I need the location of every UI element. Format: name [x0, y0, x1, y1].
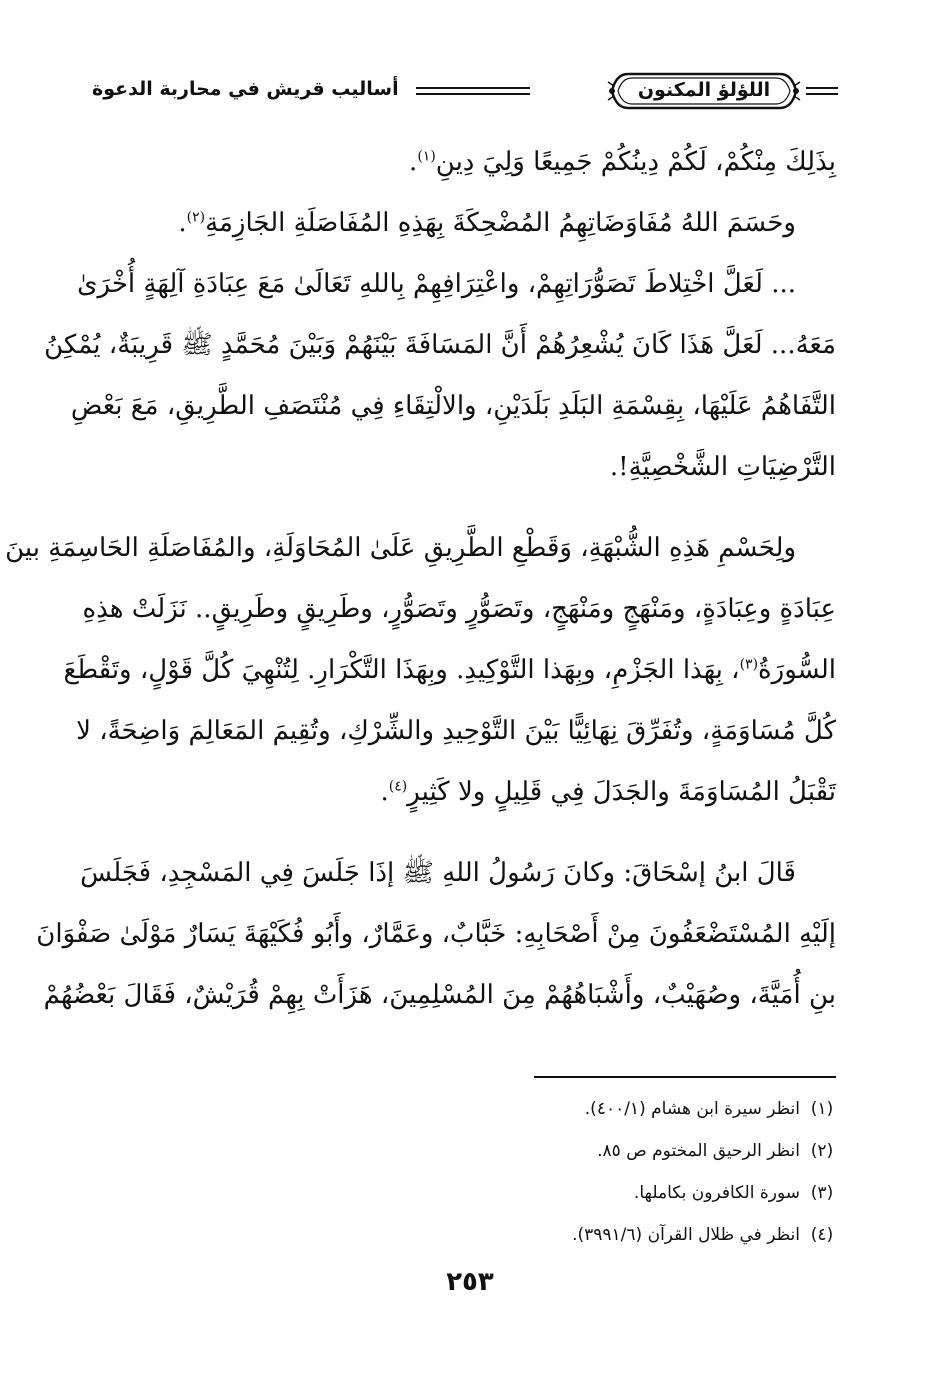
text-span: تَقْبَلُ المُسَاوَمَةَ والجَدَلَ فِي قَلِيلٍ ولا كَثِيرٍ	[407, 777, 836, 807]
text-span: .	[380, 777, 389, 807]
footnote-number: (١)	[810, 1099, 834, 1119]
text-line	[63, 640, 836, 701]
footnote-item	[344, 1172, 844, 1214]
text-span: .	[409, 147, 418, 177]
text-line: التَّرْضِيَاتِ الشَّخْصِيَّةِ!.	[609, 452, 836, 482]
series-title: اللؤلؤ المكنون	[637, 79, 771, 101]
footnote-ref: (٢)	[186, 209, 206, 226]
footnotes	[344, 1088, 844, 1256]
footnote-ref: (١)	[417, 148, 436, 165]
text-span: ، بِهَذا الجَزْمِ، وبِهَذا التَّوْكِيدِ. وبِهَذَا التَّكْرَارِ. لِتُنْهِيَ كُلَّ قَوْلٍ، وتَقْطَعَ	[63, 655, 740, 685]
footnote-number: (٤)	[810, 1225, 834, 1245]
text-line: ولِحَسْمِ هَذِهِ الشُّبْهَةِ، وَقَطْعِ الطَّرِيقِ عَلَىٰ المُحَاوَلَةِ، والمُفَاصَلَةِ الحَاسِمَةِ بينَ	[5, 533, 796, 563]
text-line	[106, 762, 836, 823]
text-line: عِبَادَةٍ وعِبَادَةٍ، ومَنْهَجٍ ومَنْهَجٍ، وتَصَوُّرٍ وتَصَوُّرٍ، وطَرِيقٍ وطَرِيقٍ.. نَزَلَتْ هذِهِ	[82, 594, 836, 624]
footnote-separator	[534, 1076, 836, 1078]
text-line	[106, 132, 836, 193]
text-line: بنِ أُمَيَّةَ، وصُهَيْبٌ، وأَشْبَاهُهُمْ مِنَ المُسْلِمِينَ، هَزَأَتْ بِهِمْ قُرَيْشٌ، فَقَالَ بَعْضُهُمْ	[43, 980, 836, 1010]
main-text	[5, 132, 836, 1026]
text-span: بِذَلِكَ مِنْكُمْ، لَكُمْ دِينُكُمْ جَمِيعًا وَلِيَ دِينِ	[435, 147, 836, 177]
series-cartouche	[606, 70, 802, 112]
text-line	[106, 193, 836, 254]
footnote-item	[344, 1214, 844, 1256]
footnote-text: سورة الكافرون بكاملها.	[633, 1183, 800, 1203]
series-emblem	[538, 70, 838, 112]
text-span: وحَسَمَ اللهُ مُفَاوَضَاتِهِمُ المُضْحِكَةَ بِهَذِهِ المُفَاصَلَةِ الجَازِمَةِ	[205, 208, 796, 238]
text-line: إلَيْهِ المُسْتَضْعَفُونَ مِنْ أَصْحَابِهِ: خَبَّابٌ، وعَمَّارٌ، وأَبُو فُكَيْهَةَ يَسَارٌ مَوْلَىٰ صَفْوَانَ	[36, 919, 836, 949]
footnote-text: انظر سيرة ابن هشام (٤٠٠/١).	[584, 1099, 800, 1119]
text-line: كُلَّ مُسَاوَمَةٍ، وتُفَرِّقَ نِهَائِيًّا بَيْنَ التَّوْحِيدِ والشِّرْكِ، وتُقِيمَ المَعَالِمَ وَاضِحَةً، لا	[76, 716, 836, 746]
footnote-ref: (٤)	[388, 778, 408, 795]
footnote-item	[344, 1088, 844, 1130]
book-title: أساليب قريش في محاربة الدعوة	[92, 78, 399, 100]
text-line: ... لَعَلَّ اخْتِلاطَ تَصَوُّرَاتِهِمْ، واعْتِرَافِهِمْ بِاللهِ تَعَالَىٰ مَعَ عِبَادَةِ آلِهَةٍ أُخْرَىٰ	[77, 269, 796, 299]
text-line: التَّفَاهُمُ عَلَيْهَا، بِقِسْمَةِ البَلَدِ بَلَدَيْنِ، والالْتِقَاءِ فِي مُنْتَصَفِ الطَّرِيقِ، مَعَ بَعْضِ	[70, 391, 836, 421]
page-number: ٢٥٣	[446, 1267, 494, 1297]
footnote-item	[344, 1130, 844, 1172]
text-span: السُّورَةُ	[758, 655, 836, 685]
text-line: مَعَهُ... لَعَلَّ هَذَا كَانَ يُشْعِرُهُمْ أَنَّ المَسَافَةَ بَيْنَهُمْ وَبَيْنَ مُحَمَّدٍ ﷺ قَرِيبَةٌ، يُمْكِنُ	[44, 330, 836, 360]
footnote-text: انظر الرحيق المختوم ص ٨٥.	[597, 1141, 800, 1161]
header-double-rule-right	[806, 87, 838, 95]
footnote-number: (٢)	[810, 1141, 834, 1161]
running-header	[92, 60, 838, 122]
text-line: قَالَ ابنُ إسْحَاقَ: وكانَ رَسُولُ اللهِ ﷺ إذَا جَلَسَ فِي المَسْجِدِ، فَجَلَسَ	[80, 858, 796, 888]
footnote-ref: (٣)	[739, 656, 759, 673]
header-double-rule-middle	[416, 87, 530, 95]
text-span: .	[178, 208, 187, 238]
footnote-text: انظر في ظلال القرآن (٣٩٩١/٦).	[572, 1225, 800, 1245]
footnote-number: (٣)	[810, 1183, 834, 1203]
